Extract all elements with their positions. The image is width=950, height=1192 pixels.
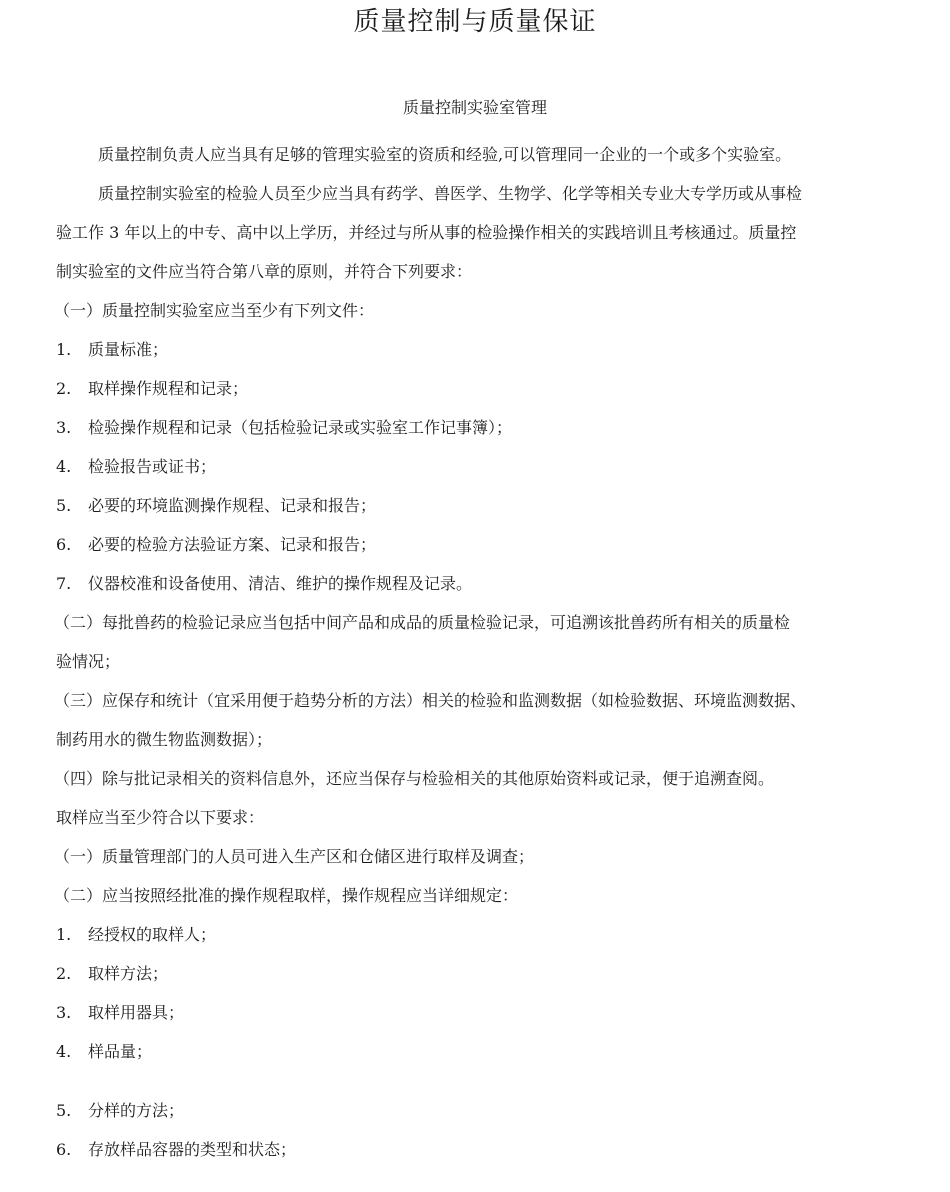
spacer [56, 1071, 906, 1091]
list-item-number: 7. [56, 574, 72, 593]
list-item [56, 993, 906, 1032]
paragraph-qc-head: 质量控制负责人应当具有足够的管理实验室的资质和经验,可以管理同一企业的一个或多个实验室。 [98, 145, 792, 164]
list-item-text: 检验报告或证书； [88, 457, 217, 476]
list-item [56, 1032, 906, 1071]
sampling-intro: 取样应当至少符合以下要求： [56, 808, 265, 827]
list-item-text: 必要的检验方法验证方案、记录和报告； [88, 535, 377, 554]
list-item [56, 1091, 906, 1130]
clause-1: （一）质量控制实验室应当至少有下列文件： [54, 301, 375, 320]
list-item [56, 447, 906, 486]
list-item [56, 954, 906, 993]
section-subtitle: 质量控制实验室管理 [402, 98, 547, 117]
clause-2-line-1: （二）每批兽药的检验记录应当包括中间产品和成品的质量检验记录，可追溯该批兽药所有相关的质量检 [54, 613, 791, 632]
paragraph-staff-line-2: 验工作 3 年以上的中专、高中以上学历，并经过与所从事的检验操作相关的实践培训且考核通过。质量控 [56, 223, 797, 242]
list-item-number: 6. [56, 1140, 72, 1159]
list-item-number: 5. [56, 1101, 72, 1120]
list-item [56, 564, 906, 603]
list-item-number: 4. [56, 1042, 72, 1061]
list-item [56, 486, 906, 525]
clause-2-line-2: 验情况； [56, 652, 121, 671]
clause-3-line-2: 制药用水的微生物监测数据）； [56, 730, 273, 749]
list-item [56, 408, 906, 447]
list-item [56, 915, 906, 954]
paragraph-staff-line-1: 质量控制实验室的检验人员至少应当具有药学、兽医学、生物学、化学等相关专业大专学历或从事检 [98, 184, 803, 203]
list-item-text: 分样的方法； [88, 1101, 185, 1120]
list-item-text: 检验操作规程和记录（包括检验记录或实验室工作记事簿）； [88, 418, 513, 437]
list-item-text: 必要的环境监测操作规程、记录和报告； [88, 496, 377, 515]
document-body [56, 135, 906, 1169]
list-item-text: 取样操作规程和记录； [88, 379, 249, 398]
list-item-text: 取样用器具； [88, 1003, 185, 1022]
list-item-number: 6. [56, 535, 72, 554]
list-item-number: 2. [56, 379, 72, 398]
list-item-number: 2. [56, 964, 72, 983]
list-item-number: 5. [56, 496, 72, 515]
clause-4: （四）除与批记录相关的资料信息外，还应当保存与检验相关的其他原始资料或记录，便于追溯查阅。 [54, 769, 775, 788]
list-item-text: 仪器校准和设备使用、清洁、维护的操作规程及记录。 [88, 574, 473, 593]
clause-3-line-1: （三）应保存和统计（宜采用便于趋势分析的方法）相关的检验和监测数据（如检验数据、环境监测数据、 [54, 691, 807, 710]
document-title: 质量控制与质量保证 [353, 7, 597, 37]
list-item-text: 经授权的取样人； [88, 925, 217, 944]
list-item [56, 525, 906, 564]
list-item-number: 1. [56, 340, 72, 359]
sampling-clause-1: （一）质量管理部门的人员可进入生产区和仓储区进行取样及调查； [54, 847, 535, 866]
paragraph-staff-line-3: 制实验室的文件应当符合第八章的原则，并符合下列要求： [56, 262, 473, 281]
list-item [56, 330, 906, 369]
list-item-text: 质量标准； [88, 340, 169, 359]
list-item [56, 1130, 906, 1169]
sampling-clause-2: （二）应当按照经批准的操作规程取样，操作规程应当详细规定： [54, 886, 519, 905]
list-item-number: 3. [56, 1003, 72, 1022]
list-item [56, 369, 906, 408]
list-item-number: 4. [56, 457, 72, 476]
list-item-number: 1. [56, 925, 72, 944]
list-item-text: 样品量； [88, 1042, 153, 1061]
list-item-text: 存放样品容器的类型和状态； [88, 1140, 297, 1159]
list-item-number: 3. [56, 418, 72, 437]
list-item-text: 取样方法； [88, 964, 169, 983]
